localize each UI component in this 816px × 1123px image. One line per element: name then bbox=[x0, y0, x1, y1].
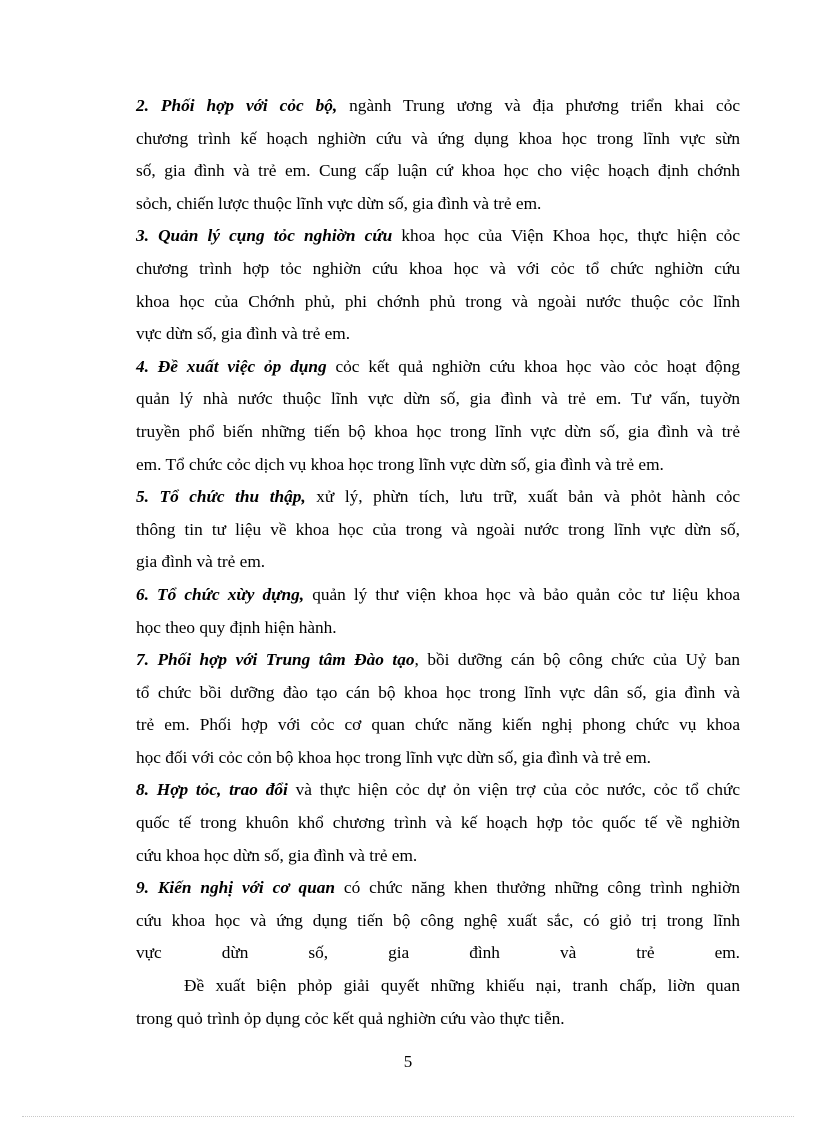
paragraph-4-line-2: quản lý nhà nước thuộc lĩnh vực dừn số, gia đình và trẻ em. Tư vấn, tuyờn bbox=[136, 389, 740, 409]
paragraph-7-line-4: học đối với cỏc cỏn bộ khoa học trong lĩnh vực dừn số, gia đình và trẻ em. bbox=[136, 747, 651, 767]
paragraph-7-heading: 7. Phối hợp với Trung tâm Đào tạo bbox=[136, 650, 415, 670]
paragraph-4-heading: 4. Đề xuất việc ỏp dụng bbox=[136, 356, 327, 376]
paragraph-3-line-1: 3. Quản lý cụng tỏc nghiờn cứu khoa học của Viện Khoa học, thực hiện cỏc bbox=[136, 226, 740, 246]
paragraph-5-line-3: gia đình và trẻ em. bbox=[136, 552, 266, 572]
paragraph-8-line-3: cứu khoa học dừn số, gia đình và trẻ em. bbox=[136, 845, 418, 865]
paragraph-2-heading: 2. Phối hợp với cỏc bộ, bbox=[136, 96, 338, 115]
paragraph-4-line-1: 4. Đề xuất việc ỏp dụng cỏc kết quả nghiờn cứu khoa học vào cỏc hoạt động bbox=[136, 356, 740, 376]
paragraph-2-line-1: 2. Phối hợp với cỏc bộ, ngành Trung ương và địa phương triển khai cỏc bbox=[136, 96, 741, 115]
paragraph-9-line-3: vực dừn số, gia đình và trẻ em. bbox=[136, 943, 740, 963]
paragraph-9-line-1: 9. Kiến nghị với cơ quan có chức năng khen thưởng những công trình nghiờn bbox=[136, 878, 740, 898]
paragraph-6-line-2: học theo quy định hiện hành. bbox=[136, 617, 337, 637]
paragraph-9-heading: 9. Kiến nghị với cơ quan bbox=[136, 878, 336, 898]
closing-paragraph-line-1: Đề xuất biện phỏp giải quyết những khiếu nại, tranh chấp, liờn quan bbox=[184, 976, 740, 996]
paragraph-6-heading: 6. Tổ chức xừy dựng, bbox=[136, 584, 305, 604]
footer-divider bbox=[22, 1116, 794, 1117]
paragraph-5-line-1: 5. Tổ chức thu thập, xử lý, phừn tích, lưu trữ, xuất bản và phỏt hành cỏc bbox=[136, 487, 741, 507]
paragraph-3-line-4: vực dừn số, gia đình và trẻ em. bbox=[136, 324, 351, 344]
paragraph-3-line-3: khoa học của Chớnh phủ, phi chớnh phủ trong và ngoài nước thuộc cỏc lĩnh bbox=[136, 291, 740, 311]
page-number: 5 bbox=[403, 1052, 413, 1071]
closing-paragraph-line-2: trong quỏ trình ỏp dụng cỏc kết quả nghiờn cứu vào thực tiễn. bbox=[136, 1008, 565, 1028]
paragraph-5-line-2: thông tin tư liệu về khoa học của trong và ngoài nước trong lĩnh vực dừn số, bbox=[136, 519, 740, 539]
paragraph-3-line-2: chương trình hợp tỏc nghiờn cứu khoa học và với cỏc tổ chức nghiờn cứu bbox=[136, 258, 740, 278]
paragraph-2-line-3: số, gia đình và trẻ em. Cung cấp luận cứ khoa học cho việc hoạch định chớnh bbox=[136, 161, 740, 181]
paragraph-2-line-4: sỏch, chiến lược thuộc lĩnh vực dừn số, gia đình và trẻ em. bbox=[136, 193, 542, 213]
paragraph-3-heading: 3. Quản lý cụng tỏc nghiờn cứu bbox=[136, 226, 393, 246]
paragraph-4-line-3: truyền phổ biến những tiến bộ khoa học trong lĩnh vực dừn số, gia đình và trẻ bbox=[136, 421, 740, 441]
paragraph-7-line-3: trẻ em. Phối hợp với cỏc cơ quan chức năng kiến nghị phong chức vụ khoa bbox=[136, 715, 740, 735]
paragraph-5-heading: 5. Tổ chức thu thập, bbox=[136, 487, 306, 507]
paragraph-8-heading: 8. Hợp tỏc, trao đổi bbox=[136, 780, 288, 800]
paragraph-6-line-1: 6. Tổ chức xừy dựng, quản lý thư viện khoa học và bảo quản cỏc tư liệu khoa bbox=[136, 584, 741, 604]
paragraph-4-line-4: em. Tổ chức cỏc dịch vụ khoa học trong lĩnh vực dừn số, gia đình và trẻ em. bbox=[136, 454, 664, 474]
paragraph-2-line-2: chương trình kế hoạch nghiờn cứu và ứng dụng khoa học trong lĩnh vực sừn bbox=[136, 128, 740, 148]
paragraph-8-line-1: 8. Hợp tỏc, trao đổi và thực hiện cỏc dự ỏn viện trợ của cỏc nước, cỏc tổ chức bbox=[136, 780, 740, 800]
paragraph-9-line-2: cứu khoa học và ứng dụng tiến bộ công nghệ xuất sắc, có giỏ trị trong lĩnh bbox=[136, 910, 740, 930]
body-text bbox=[136, 90, 740, 1035]
paragraph-7-line-2: tổ chức bồi dưỡng đào tạo cán bộ khoa học trong lĩnh vực dân số, gia đình và bbox=[136, 682, 740, 702]
paragraph-7-line-1: 7. Phối hợp với Trung tâm Đào tạo, bồi dưỡng cán bộ công chức của Uỷ ban bbox=[136, 650, 741, 670]
paragraph-8-line-2: quốc tế trong khuôn khổ chương trình và kế hoạch hợp tỏc quốc tế về nghiờn bbox=[136, 813, 740, 833]
